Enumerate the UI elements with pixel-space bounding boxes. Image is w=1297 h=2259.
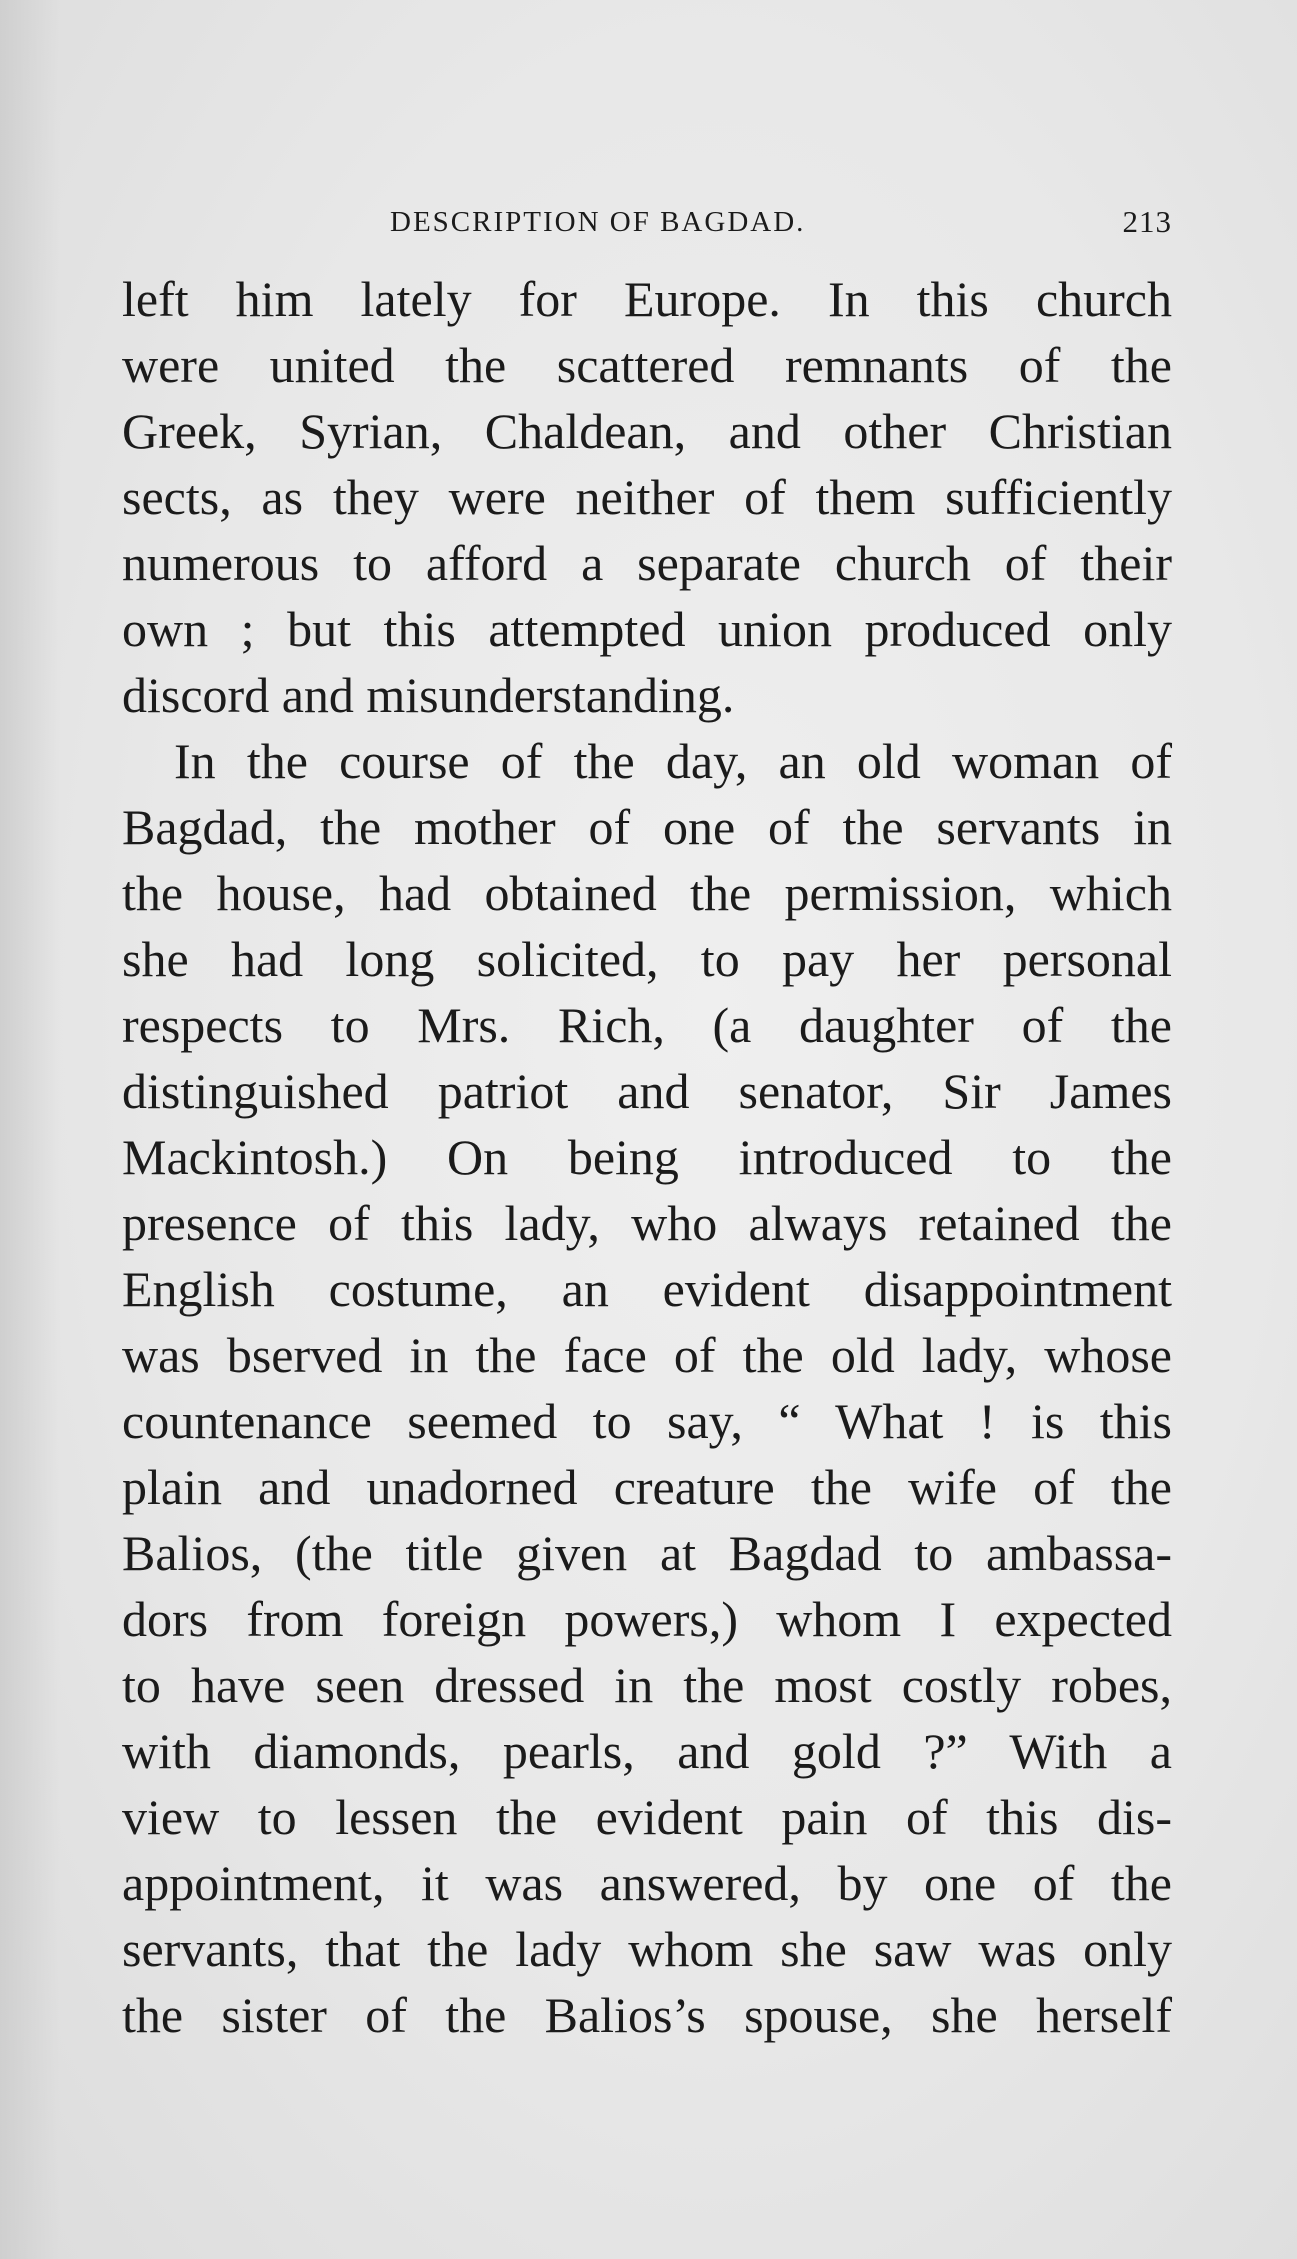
text-line: presence of this lady, who always retained the: [122, 1195, 1172, 1251]
text-line: Balios, (the title given at Bagdad to ambassa-: [122, 1525, 1172, 1581]
text-line: Mackintosh.) On being introduced to the: [122, 1129, 1172, 1185]
text-line: respects to Mrs. Rich, (a daughter of the: [122, 997, 1172, 1053]
page-header: [122, 196, 1172, 246]
gutter-shadow: [0, 0, 60, 2259]
text-line: plain and unadorned creature the wife of the: [122, 1459, 1172, 1515]
text-line: the sister of the Balios’s spouse, she herself: [122, 1987, 1172, 2043]
text-line: own ; but this attempted union produced only: [122, 601, 1172, 657]
text-line: view to lessen the evident pain of this dis-: [122, 1789, 1172, 1845]
text-line: were united the scattered remnants of the: [122, 337, 1172, 393]
text-line: numerous to afford a separate church of their: [122, 535, 1172, 591]
text-line: was bserved in the face of the old lady, whose: [122, 1327, 1172, 1383]
text-line: left him lately for Europe. In this church: [122, 271, 1172, 327]
text-line: the house, had obtained the permission, which: [122, 865, 1172, 921]
text-line: sects, as they were neither of them sufficiently: [122, 469, 1172, 525]
text-line: servants, that the lady whom she saw was only: [122, 1921, 1172, 1977]
text-line: Greek, Syrian, Chaldean, and other Christian: [122, 403, 1172, 459]
running-head: DESCRIPTION OF BAGDAD.: [390, 206, 806, 238]
paragraph-start-line: In the course of the day, an old woman of: [174, 733, 1172, 789]
paragraph-end-line: discord and misunderstanding.: [122, 667, 735, 723]
body-text: [122, 266, 1172, 2048]
page-number: 213: [1122, 204, 1172, 239]
text-line: Bagdad, the mother of one of the servants in: [122, 799, 1172, 855]
text-line: distinguished patriot and senator, Sir James: [122, 1063, 1172, 1119]
text-line: she had long solicited, to pay her personal: [122, 931, 1172, 987]
text-line: to have seen dressed in the most costly robes,: [122, 1657, 1172, 1713]
text-line: appointment, it was answered, by one of the: [122, 1855, 1172, 1911]
text-line: with diamonds, pearls, and gold ?” With a: [122, 1723, 1172, 1779]
text-line: dors from foreign powers,) whom I expected: [122, 1591, 1172, 1647]
text-line: English costume, an evident disappointment: [122, 1261, 1172, 1317]
text-line: countenance seemed to say, “ What ! is this: [122, 1393, 1172, 1449]
